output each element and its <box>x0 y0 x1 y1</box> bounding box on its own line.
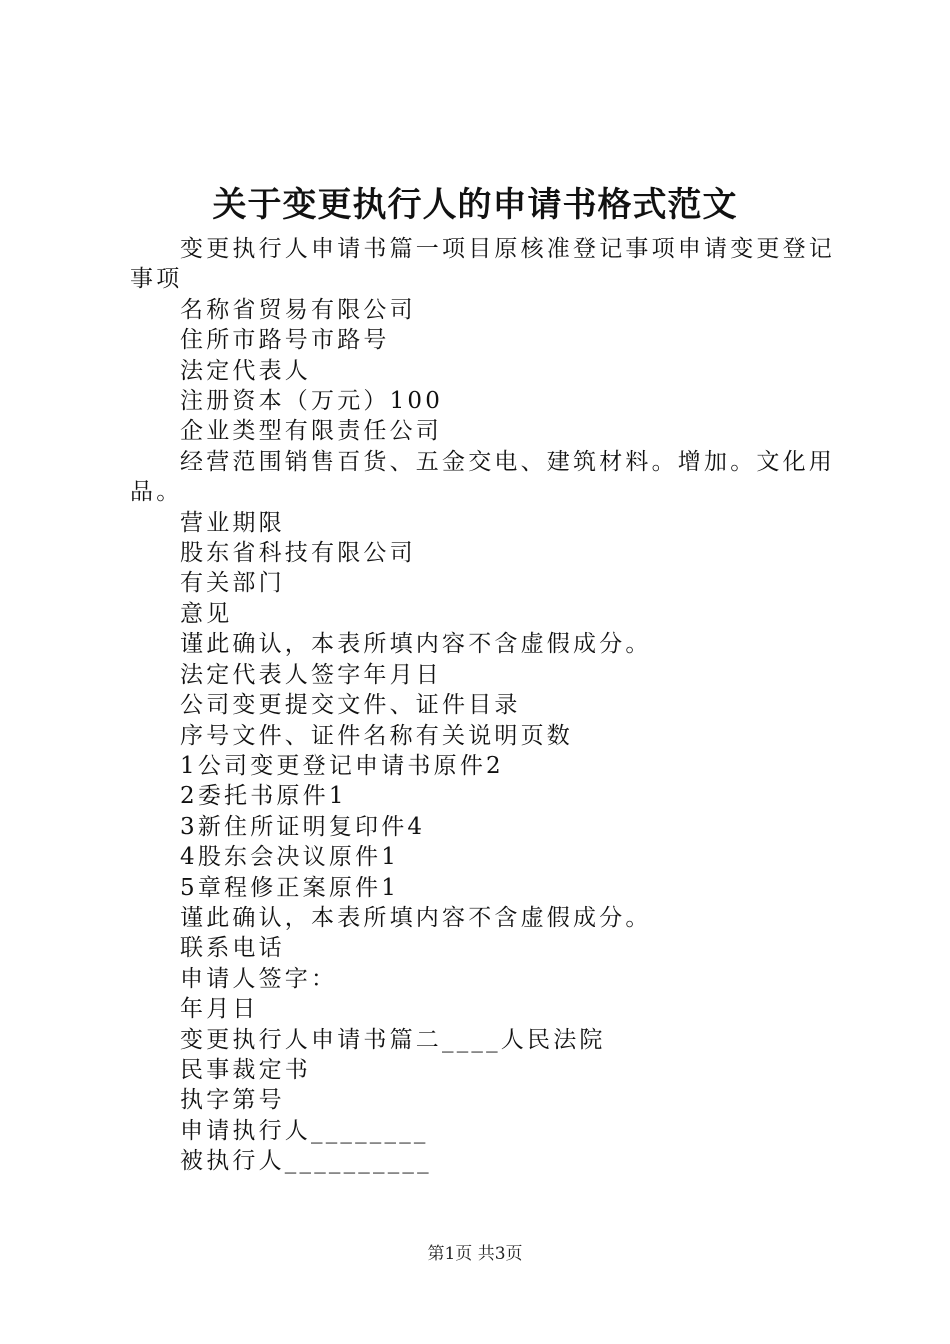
paragraph: 股东省科技有限公司 <box>180 540 416 567</box>
paragraph: 营业期限 <box>180 509 285 536</box>
paragraph: 经营范围销售百货、五金交电、建筑材料。增加。文化用品。 <box>130 448 835 506</box>
paragraph: 执字第号 <box>180 1087 285 1114</box>
paragraph: 1公司变更登记申请书原件2 <box>180 752 504 779</box>
paragraph: 申请人签字： <box>180 965 338 992</box>
paragraph: 民事裁定书 <box>180 1056 311 1083</box>
paragraph: 谨此确认，本表所填内容不含虚假成分。 <box>180 904 652 931</box>
paragraph: 3新住所证明复印件4 <box>180 813 426 840</box>
paragraph: 申请执行人________ <box>180 1117 429 1144</box>
page-footer: 第1页 共3页 <box>427 1244 523 1264</box>
paragraph: 意见 <box>180 600 233 627</box>
paragraph: 公司变更提交文件、证件目录 <box>180 692 521 719</box>
paragraph: 名称省贸易有限公司 <box>180 296 416 323</box>
paragraph: 有关部门 <box>180 570 285 597</box>
paragraph: 被执行人__________ <box>180 1148 432 1175</box>
paragraph: 4股东会决议原件1 <box>180 844 400 871</box>
paragraph: 5章程修正案原件1 <box>180 874 400 901</box>
paragraph: 法定代表人 <box>180 357 311 384</box>
paragraph: 变更执行人申请书篇二____人民法院 <box>180 1026 606 1053</box>
paragraph: 法定代表人签字年月日 <box>180 661 442 688</box>
paragraph: 注册资本（万元）100 <box>180 388 444 415</box>
paragraph: 住所市路号市路号 <box>180 327 390 354</box>
paragraph: 谨此确认，本表所填内容不含虚假成分。 <box>180 631 652 658</box>
document-title: 关于变更执行人的申请书格式范文 <box>212 185 738 225</box>
paragraph: 联系电话 <box>180 935 285 962</box>
document-body <box>130 234 840 1177</box>
paragraph: 年月日 <box>180 996 259 1023</box>
paragraph: 序号文件、证件名称有关说明页数 <box>180 722 573 749</box>
paragraph: 企业类型有限责任公司 <box>180 418 442 445</box>
paragraph: 变更执行人申请书篇一项目原核准登记事项申请变更登记事项 <box>130 236 835 293</box>
paragraph: 2委托书原件1 <box>180 783 347 810</box>
